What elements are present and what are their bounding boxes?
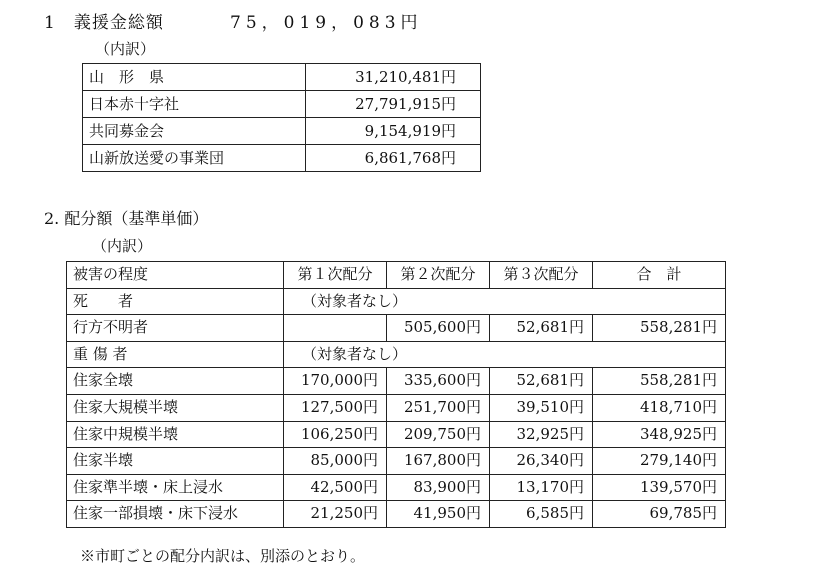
source-name: 山新放送愛の事業団 [83,145,306,172]
third-allocation: 39,510円 [490,394,593,421]
second-allocation: 41,950円 [387,501,490,528]
table-row [83,64,481,91]
damage-label: 住家中規模半壊 [67,421,284,448]
damage-label: 住家半壊 [67,448,284,475]
damage-label: 住家全壊 [67,368,284,395]
third-allocation: 6,585円 [490,501,593,528]
total-allocation: 279,140円 [593,448,726,475]
table-row [67,368,726,395]
source-amount: 9,154,919円 [306,118,481,145]
section2-heading: 2. 配分額（基準単価） [44,209,209,228]
source-amount: 6,861,768円 [306,145,481,172]
total-allocation: 139,570円 [593,474,726,501]
damage-label: 住家準半壊・床上浸水 [67,474,284,501]
damage-label: 行方不明者 [67,315,284,342]
table-row [67,421,726,448]
section2-breakdown-label: （内訳） [92,237,153,255]
no-target-note: （対象者なし） [284,341,726,368]
donation-total-heading [44,8,423,33]
third-allocation: 26,340円 [490,448,593,475]
second-allocation: 335,600円 [387,368,490,395]
source-amount: 31,210,481円 [306,64,481,91]
first-allocation: 85,000円 [284,448,387,475]
total-allocation: 348,925円 [593,421,726,448]
total-allocation: 558,281円 [593,368,726,395]
second-allocation: 505,600円 [387,315,490,342]
third-allocation: 13,170円 [490,474,593,501]
second-allocation: 167,800円 [387,448,490,475]
table-row [67,288,726,315]
table-row [67,341,726,368]
damage-label: 重 傷 者 [67,341,284,368]
header-damage-level: 被害の程度 [67,262,284,289]
source-name: 山 形 県 [83,64,306,91]
first-allocation: 42,500円 [284,474,387,501]
allocation-table [66,261,726,528]
second-allocation: 209,750円 [387,421,490,448]
total-allocation: 418,710円 [593,394,726,421]
third-allocation: 52,681円 [490,368,593,395]
header-second: 第２次配分 [387,262,490,289]
table-row [83,145,481,172]
third-allocation: 32,925円 [490,421,593,448]
damage-label: 死 者 [67,288,284,315]
total-allocation: 558,281円 [593,315,726,342]
table-row [67,501,726,528]
footnote: ※市町ごとの配分内訳は、別添のとおり。 [80,547,366,565]
first-allocation: 170,000円 [284,368,387,395]
damage-label: 住家大規模半壊 [67,394,284,421]
source-name: 共同募金会 [83,118,306,145]
section1-breakdown-label: （内訳） [95,40,156,58]
source-amount: 27,791,915円 [306,91,481,118]
second-allocation: 83,900円 [387,474,490,501]
header-first: 第１次配分 [284,262,387,289]
source-name: 日本赤十字社 [83,91,306,118]
table-row [83,118,481,145]
first-allocation: 21,250円 [284,501,387,528]
table-header-row [67,262,726,289]
table-row [67,315,726,342]
no-target-note: （対象者なし） [284,288,726,315]
table-row [67,474,726,501]
first-allocation: 106,250円 [284,421,387,448]
damage-label: 住家一部損壊・床下浸水 [67,501,284,528]
first-allocation [284,315,387,342]
header-third: 第３次配分 [490,262,593,289]
second-allocation: 251,700円 [387,394,490,421]
donation-total-amount: 75，019，083円 [230,13,423,33]
header-total: 合 計 [593,262,726,289]
table-row [67,394,726,421]
first-allocation: 127,500円 [284,394,387,421]
donation-source-table [82,63,481,172]
total-allocation: 69,785円 [593,501,726,528]
table-row [67,448,726,475]
third-allocation: 52,681円 [490,315,593,342]
table-row [83,91,481,118]
section1-heading: 1 義援金総額 [44,13,164,33]
